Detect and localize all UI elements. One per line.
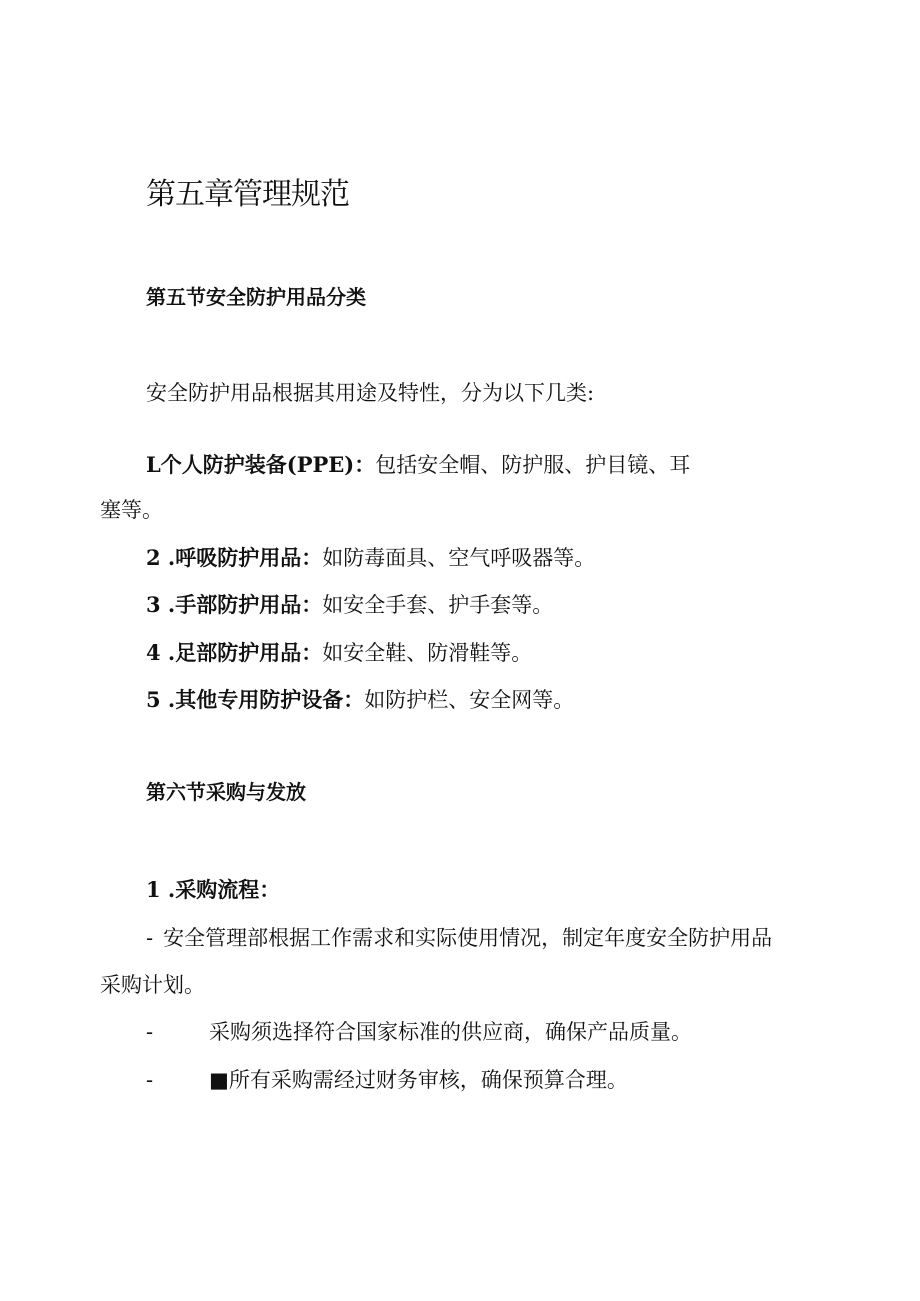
list-item-2 [146,547,595,569]
list-item-1 [146,454,690,476]
bullet-3-dash: - [146,1068,154,1092]
list-item-text: 包括安全帽、防护服、护目镜、耳 [375,453,691,477]
intro-paragraph: 安全防护用品根据其用途及特性，分为以下几类: [146,381,595,405]
chapter-title: 第五章管理规范 [146,177,349,212]
list-item-1-continuation: 塞等。 [100,498,163,522]
list-item-label: 5 .其他专用防护设备： [146,687,365,712]
bullet-1-continuation: 采购计划。 [100,973,205,997]
bullet-1 [146,928,772,949]
list-item-label: 3 .手部防护用品： [146,592,323,617]
bullet-2-text: 采购须选择符合国家标准的供应商，确保产品质量。 [209,1020,692,1044]
list-item-3 [146,594,553,616]
list-item-text: 如防护栏、安全网等。 [364,688,575,712]
section-title-5: 第五节安全防护用品分类 [146,285,366,309]
list-item-text: 如防毒面具、空气呼吸器等。 [322,546,596,570]
bullet-dash: - [146,926,154,950]
list-item-label: 2 .呼吸防护用品： [146,545,323,570]
list-item-label: L个人防护装备(PPE)： [146,452,376,477]
list-item-text: 如安全鞋、防滑鞋等。 [322,641,533,665]
list-item-text: 如安全手套、护手套等。 [322,593,554,617]
list-item-4 [146,642,532,664]
section-title-6: 第六节采购与发放 [146,780,306,804]
bullet-3-text: ■所有采购需经过财务审核，确保预算合理。 [209,1068,628,1092]
bullet-2-dash: - [146,1020,154,1044]
list-item-label: 4 .足部防护用品： [146,640,323,665]
bullet-text: 安全管理部根据工作需求和实际使用情况，制定年度安全防护用品 [163,926,773,950]
list-item-5 [146,689,574,711]
procurement-subhead: 1 .采购流程： [146,877,281,902]
